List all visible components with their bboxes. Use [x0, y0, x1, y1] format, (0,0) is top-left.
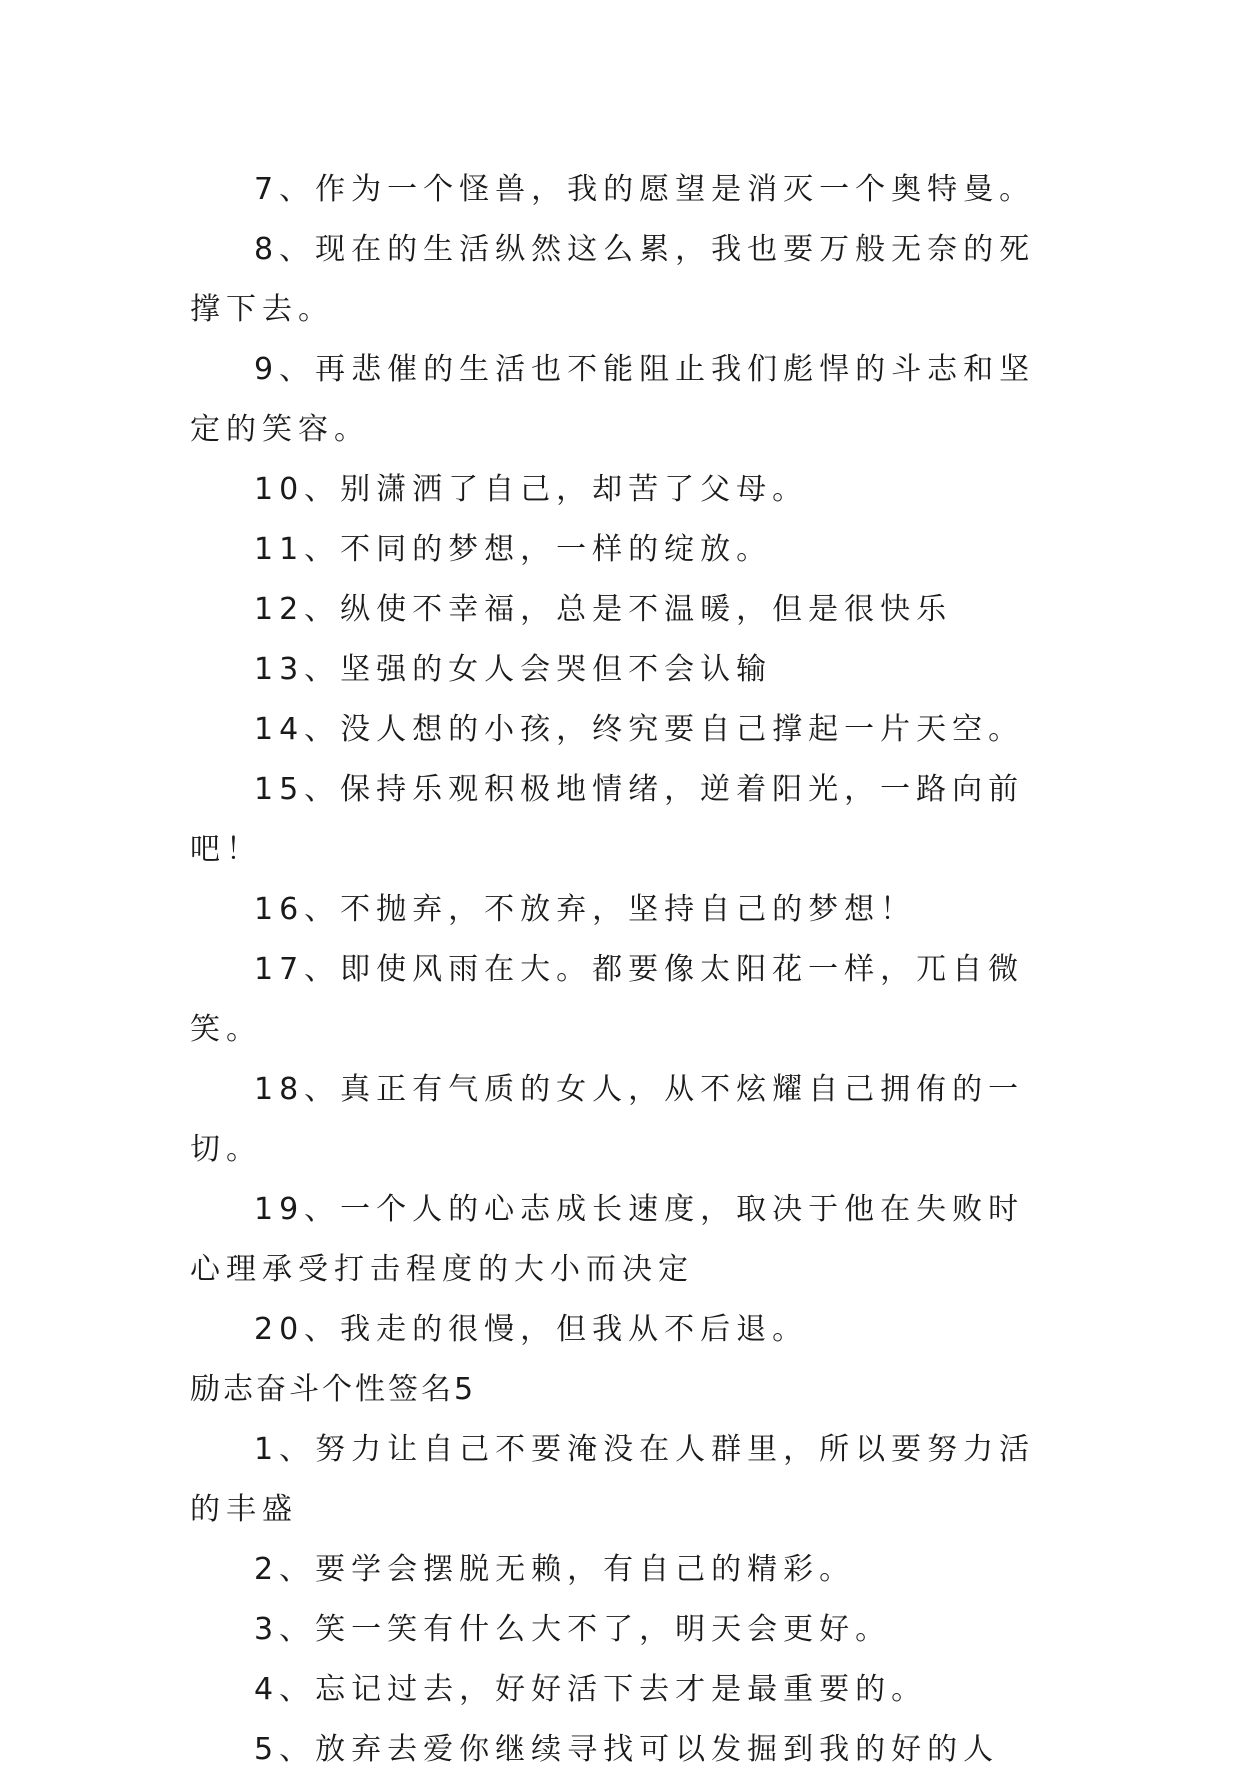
paragraph-item-17: 17、即使风雨在大。都要像太阳花一样，兀自微笑。 [190, 952, 1025, 1047]
paragraph-item-s5-5: 5、放弃去爱你继续寻找可以发掘到我的好的人 [254, 1732, 1000, 1767]
paragraph-item-10: 10、别潇洒了自己，却苦了父母。 [254, 472, 809, 507]
paragraph-item-14: 14、没人想的小孩，终究要自己撑起一片天空。 [254, 712, 1025, 747]
paragraph-item-18: 18、真正有气质的女人，从不炫耀自己拥侑的一切。 [190, 1072, 1025, 1167]
section-heading: 励志奋斗个性签名5 [190, 1372, 477, 1407]
paragraph-item-13: 13、坚强的女人会哭但不会认输 [254, 652, 773, 687]
document-body [190, 160, 1050, 1780]
paragraph-item-s5-4: 4、忘记过去，好好活下去才是最重要的。 [254, 1672, 928, 1707]
paragraph-item-11: 11、不同的梦想，一样的绽放。 [254, 532, 773, 567]
paragraph-item-15: 15、保持乐观积极地情绪，逆着阳光，一路向前吧！ [190, 772, 1025, 867]
paragraph-item-s5-2: 2、要学会摆脱无赖，有自己的精彩。 [254, 1552, 856, 1587]
paragraph-item-8: 8、现在的生活纵然这么累，我也要万般无奈的死撑下去。 [190, 232, 1036, 327]
paragraph-item-9: 9、再悲催的生活也不能阻止我们彪悍的斗志和坚定的笑容。 [190, 352, 1036, 447]
paragraph-item-s5-3: 3、笑一笑有什么大不了，明天会更好。 [254, 1612, 892, 1647]
paragraph-item-19: 19、一个人的心志成长速度，取决于他在失败时心理承受打击程度的大小而决定 [190, 1192, 1025, 1287]
paragraph-item-20: 20、我走的很慢，但我从不后退。 [254, 1312, 809, 1347]
paragraph-item-7: 7、作为一个怪兽，我的愿望是消灭一个奥特曼。 [254, 172, 1036, 207]
paragraph-item-s5-1: 1、努力让自己不要淹没在人群里，所以要努力活的丰盛 [190, 1432, 1036, 1527]
paragraph-item-12: 12、纵使不幸福，总是不温暖，但是很快乐 [254, 592, 953, 627]
paragraph-item-16: 16、不抛弃，不放弃，坚持自己的梦想！ [254, 892, 917, 927]
